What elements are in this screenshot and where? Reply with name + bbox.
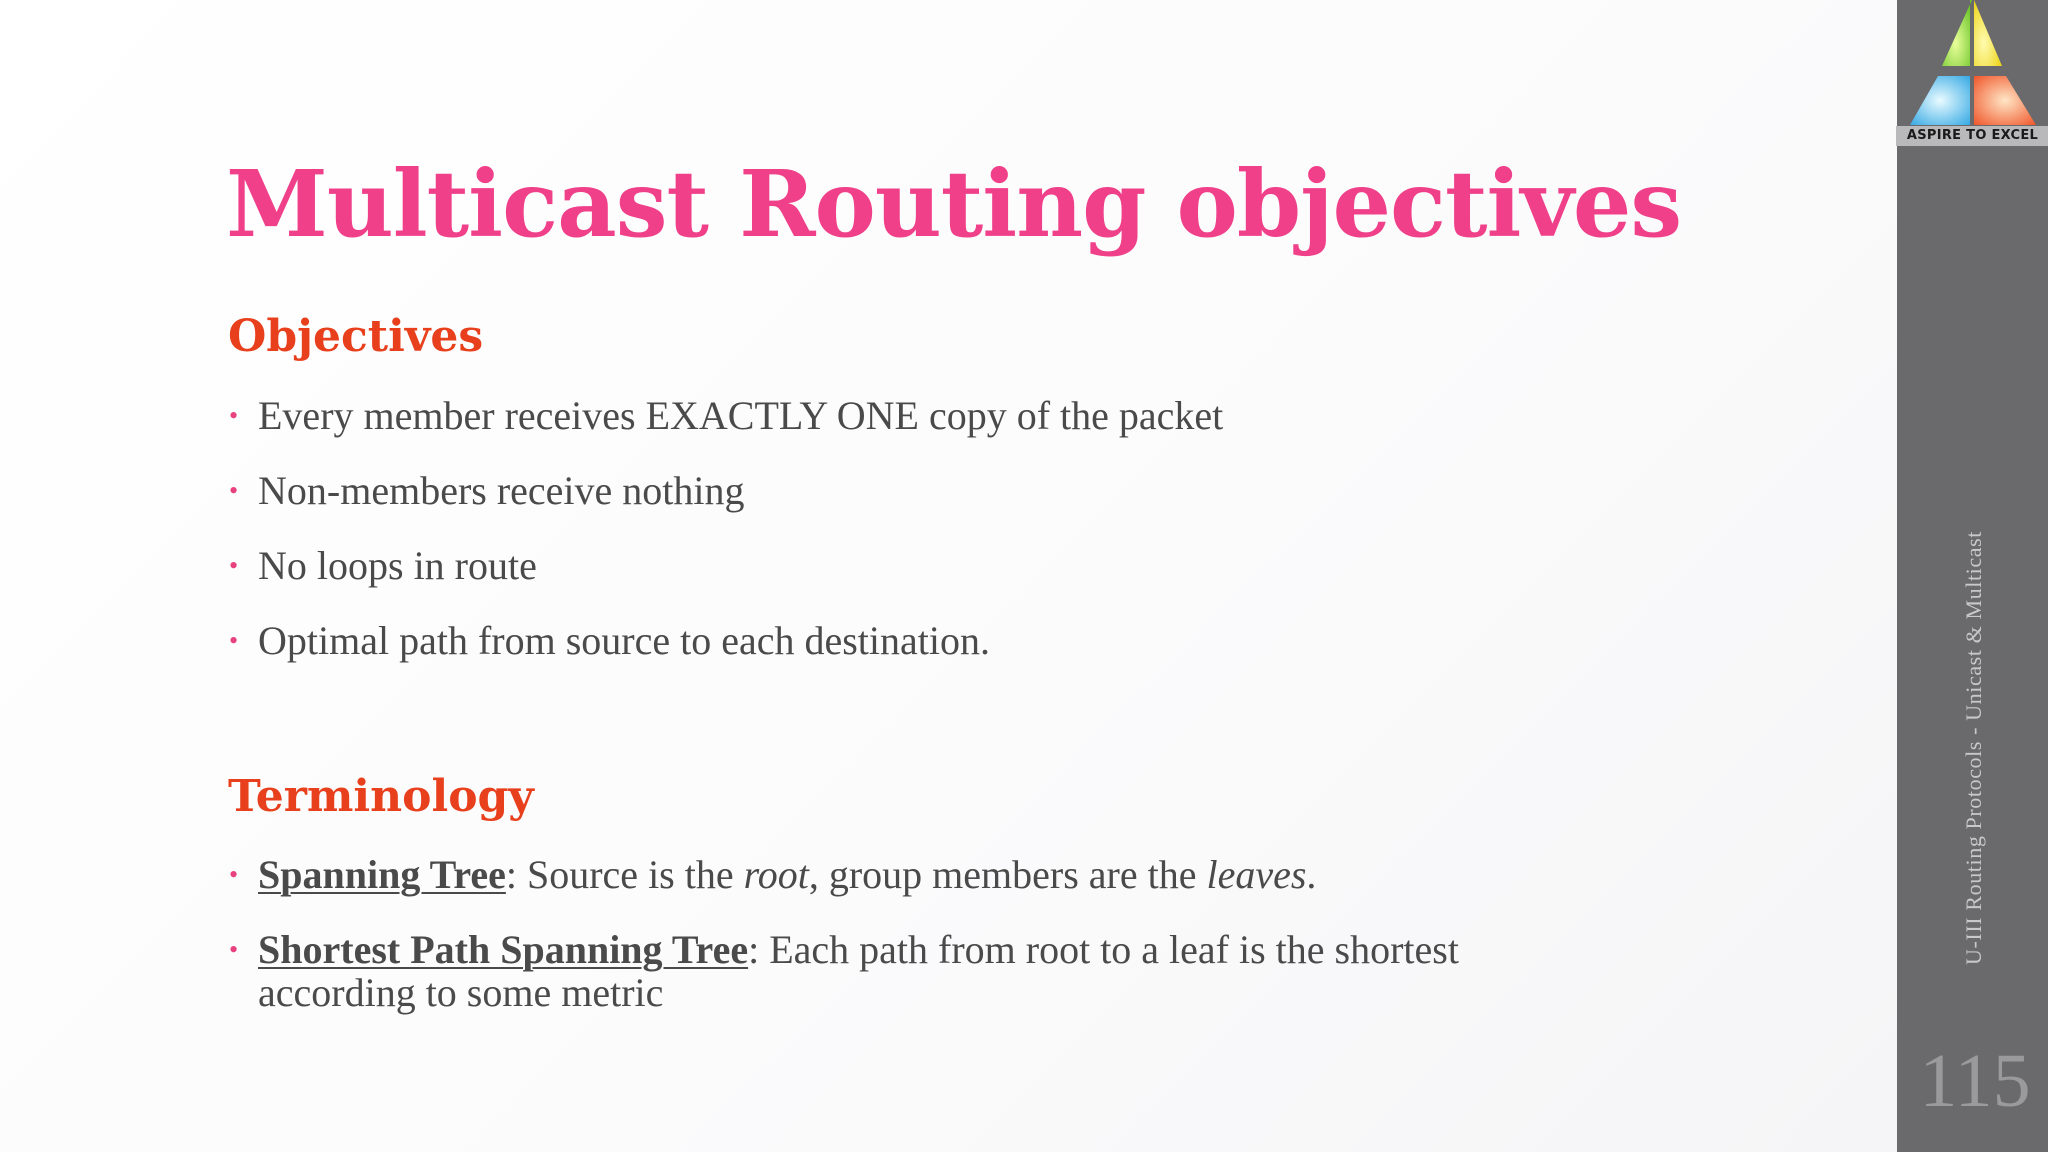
terminology-list	[226, 853, 1626, 1014]
term-spanning-tree: Spanning Tree	[258, 852, 506, 897]
section-heading-objectives: Objectives	[228, 311, 484, 362]
bullet-text: No loops in route	[258, 543, 537, 588]
bullet-text: Optimal path from source to each destination.	[258, 618, 991, 663]
list-item	[226, 469, 1223, 512]
bullet-icon: •	[229, 476, 239, 505]
emphasis-root: root	[743, 852, 809, 897]
list-item	[226, 394, 1223, 437]
logo-text: ASPIRE TO EXCEL	[1906, 128, 2039, 143]
term-shortest-path-spanning-tree: Shortest Path Spanning Tree	[258, 927, 749, 972]
list-item	[226, 928, 1626, 1014]
section-heading-terminology: Terminology	[228, 771, 534, 822]
bullet-icon: •	[229, 551, 239, 580]
logo-orange-facet	[1974, 76, 2036, 125]
footer-text: U-III Routing Protocols - Unicast & Multicast	[1961, 531, 1986, 965]
definition-text: : Source is the	[505, 852, 744, 897]
bullet-text: Non-members receive nothing	[258, 468, 745, 513]
list-item	[226, 619, 1223, 662]
aspire-to-excel-logo-icon	[1896, 0, 2048, 146]
logo-yellow-facet	[1974, 0, 2002, 66]
bullet-icon: •	[229, 401, 239, 430]
bullet-icon: •	[229, 935, 239, 964]
definition-text: , group members are the	[808, 852, 1207, 897]
definition-text: .	[1306, 852, 1317, 897]
bullet-icon: •	[229, 860, 239, 889]
bullet-icon: •	[229, 626, 239, 655]
slide-number: 115	[1919, 1039, 2031, 1123]
list-item	[226, 544, 1223, 587]
definition-text: : Each path from root to a leaf is the shortest according to some metric	[258, 927, 1459, 1015]
logo-blue-facet	[1910, 76, 1970, 125]
logo-green-facet	[1942, 0, 1972, 66]
bullet-text: Every member receives EXACTLY ONE copy of the packet	[258, 393, 1224, 438]
emphasis-leaves: leaves	[1206, 852, 1307, 897]
list-item	[226, 853, 1626, 896]
slide-title: Multicast Routing objectives	[226, 150, 1682, 258]
objectives-list	[226, 394, 1223, 662]
